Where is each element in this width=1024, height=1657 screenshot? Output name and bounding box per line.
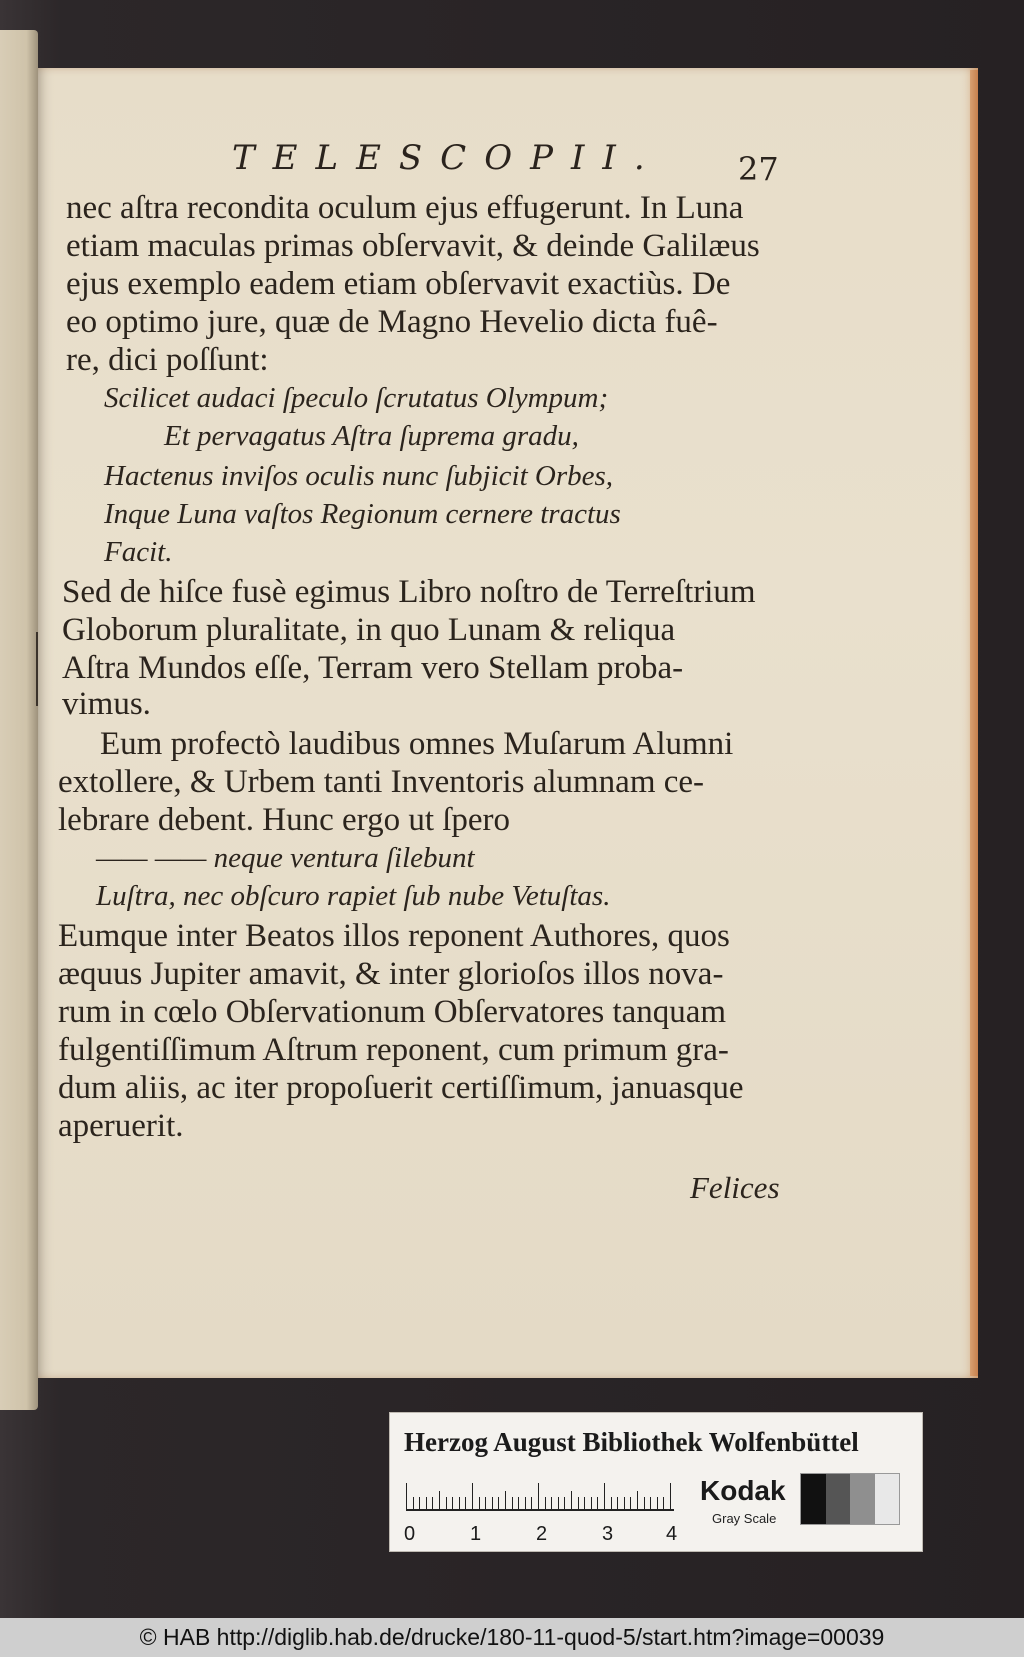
text-line: Eumque inter Beatos illos reponent Authores, quos [58, 918, 730, 954]
text-line: etiam maculas primas obſervavit, & deinde Galilæus [66, 228, 760, 264]
ruler-tick [630, 1497, 631, 1509]
kodak-logo: Kodak [700, 1475, 786, 1506]
ruler-tick [604, 1483, 605, 1509]
ruler-tick [465, 1497, 466, 1509]
ruler-tick [624, 1497, 625, 1509]
ruler-tick [657, 1497, 658, 1509]
ruler [406, 1481, 674, 1511]
verse-line: Et pervagatus Aſtra ſuprema gradu, [164, 420, 579, 452]
library-name: Herzog August Bibliothek Wolfenbüttel [404, 1427, 859, 1457]
ruler-tick [406, 1483, 407, 1509]
library-card [389, 1412, 923, 1552]
ruler-tick [525, 1497, 526, 1509]
ruler-tick [479, 1497, 480, 1509]
ruler-tick [413, 1497, 414, 1509]
page-number: 27 [738, 150, 779, 188]
running-head: TELESCOPII. [232, 138, 663, 178]
text-line: nec aſtra recondita oculum ejus effugerunt. In Luna [66, 190, 744, 226]
ruler-tick [518, 1497, 519, 1509]
ruler-tick [432, 1497, 433, 1509]
page-edge [970, 70, 978, 1376]
ruler-tick [571, 1491, 572, 1509]
catchword: Felices [690, 1170, 780, 1205]
text-line: rum in cœlo Obſervationum Obſervatores tanquam [58, 994, 727, 1030]
ruler-tick [637, 1491, 638, 1509]
ruler-tick [551, 1497, 552, 1509]
ruler-tick [670, 1483, 671, 1509]
ruler-tick [512, 1497, 513, 1509]
text-line: eo optimo jure, quæ de Magno Hevelio dicta fuê- [66, 304, 718, 340]
ruler-tick [426, 1497, 427, 1509]
ruler-tick [472, 1483, 473, 1509]
ruler-tick [564, 1497, 565, 1509]
ruler-tick [650, 1497, 651, 1509]
copyright-footer: © HAB http://diglib.hab.de/drucke/180-11-quod-5/start.htm?image=00039 [0, 1618, 1024, 1657]
text-line: lebrare debent. Hunc ergo ut ſpero [58, 802, 511, 838]
ruler-tick [611, 1497, 612, 1509]
ruler-tick [439, 1491, 440, 1509]
text-line: Globorum pluralitate, in quo Lunam & reliqua [62, 612, 676, 648]
ruler-tick [584, 1497, 585, 1509]
text-line: dum aliis, ac iter propoſuerit certiſſimum, januasque [58, 1070, 744, 1106]
ruler-tick [663, 1497, 664, 1509]
ruler-tick [617, 1497, 618, 1509]
verse-line: Luſtra, nec obſcuro rapiet ſub nube Vetuſtas. [96, 880, 611, 912]
ruler-tick [531, 1497, 532, 1509]
ruler-label: 2 [536, 1523, 548, 1545]
ruler-tick [591, 1497, 592, 1509]
verse-line: Facit. [104, 536, 173, 568]
text-line: fulgentiſſimum Aſtrum reponent, cum primum gra- [58, 1032, 729, 1068]
facing-page-edge [0, 30, 38, 1410]
verse-line: —— —— neque ventura ſilebunt [96, 842, 475, 874]
ruler-tick [545, 1497, 546, 1509]
text-line: Aſtra Mundos eſſe, Terram vero Stellam proba- [62, 650, 684, 686]
ruler-tick [538, 1483, 539, 1509]
gray-scale-swatches [800, 1473, 900, 1525]
text-line: Eum profectò laudibus omnes Muſarum Alumni [100, 726, 734, 762]
verse-line: Scilicet audaci ſpeculo ſcrutatus Olympum; [104, 382, 609, 414]
swatch-black [801, 1474, 826, 1524]
ruler-tick [485, 1497, 486, 1509]
ruler-tick [419, 1497, 420, 1509]
ruler-tick [459, 1497, 460, 1509]
text-line: extollere, & Urbem tanti Inventoris alumnam ce- [58, 764, 705, 800]
ruler-tick [597, 1497, 598, 1509]
ruler-tick [578, 1497, 579, 1509]
ruler-tick [452, 1497, 453, 1509]
text-line: Sed de hiſce fusè egimus Libro noſtro de Terreſtrium [62, 574, 756, 610]
ruler-label: 4 [666, 1523, 678, 1545]
swatch-mid-gray [850, 1474, 875, 1524]
ruler-tick [505, 1491, 506, 1509]
ruler-tick [446, 1497, 447, 1509]
ruler-tick [498, 1497, 499, 1509]
verse-line: Inque Luna vaſtos Regionum cernere tractus [104, 498, 621, 530]
gray-scale-label: Gray Scale [712, 1511, 777, 1526]
text-line: aperuerit. [58, 1108, 184, 1144]
text-line: æquus Jupiter amavit, & inter glorioſos illos nova- [58, 956, 724, 992]
swatch-dark-gray [826, 1474, 851, 1524]
ruler-label: 0 [404, 1523, 416, 1545]
ruler-label: 3 [602, 1523, 614, 1545]
ruler-tick [558, 1497, 559, 1509]
margin-rule [36, 632, 38, 706]
ruler-tick [492, 1497, 493, 1509]
text-line: re, dici poſſunt: [66, 342, 269, 378]
ruler-label: 1 [470, 1523, 482, 1545]
verse-line: Hactenus inviſos oculis nunc ſubjicit Orbes, [104, 460, 614, 492]
swatch-light [875, 1474, 900, 1524]
ruler-tick [644, 1497, 645, 1509]
text-line: vimus. [62, 686, 151, 722]
text-line: ejus exemplo eadem etiam obſervavit exactiùs. De [66, 266, 731, 302]
